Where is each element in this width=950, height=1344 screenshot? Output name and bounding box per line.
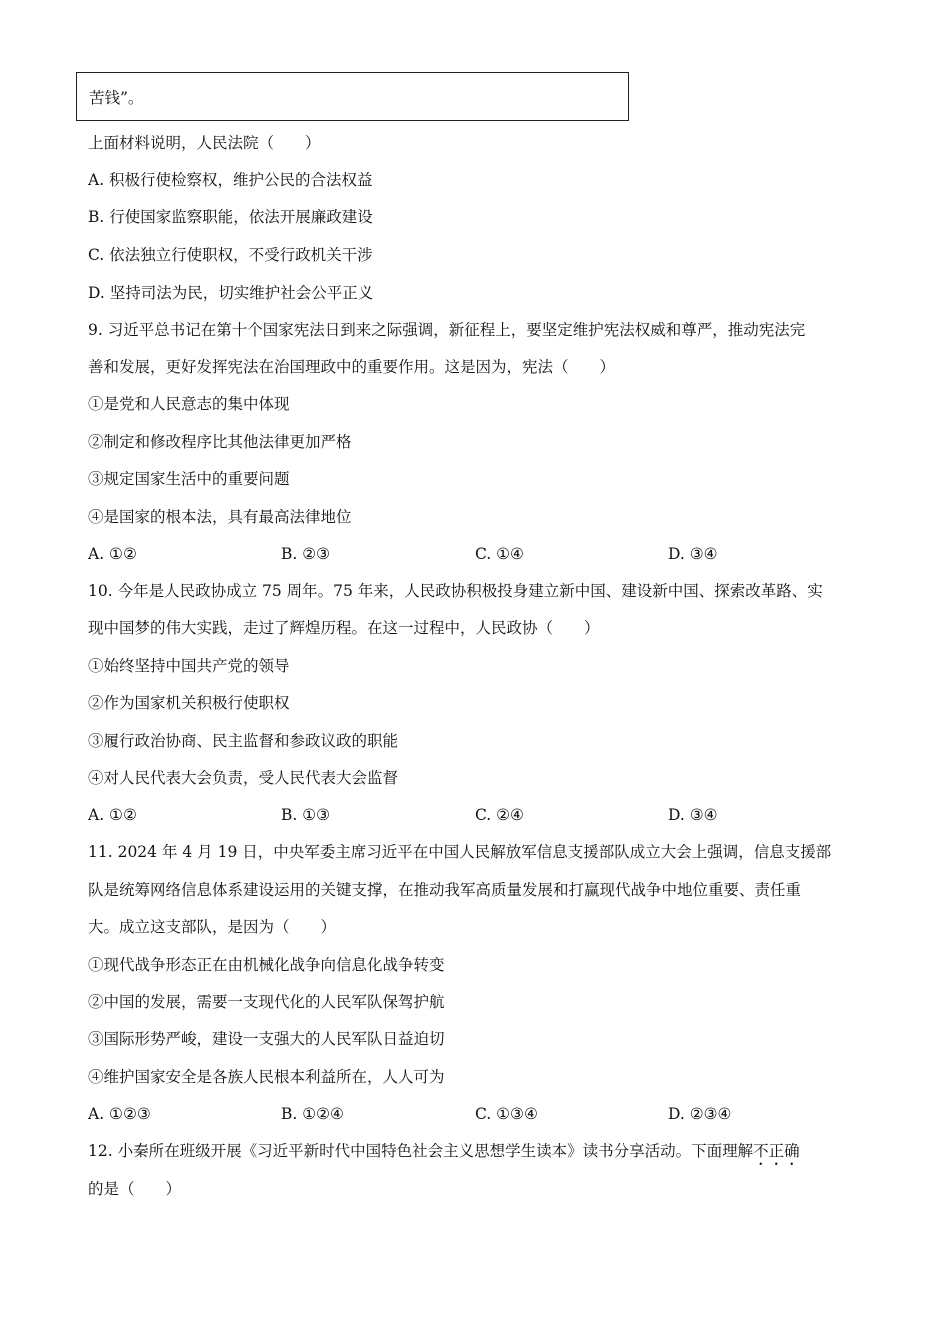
- q9-choice-a: A. ①②: [88, 545, 137, 563]
- q9-item-1: ①是党和人民意志的集中体现: [88, 395, 290, 413]
- q8-option-c: C. 依法独立行使职权，不受行政机关干涉: [88, 246, 373, 264]
- q10-item-1: ①始终坚持中国共产党的领导: [88, 657, 290, 675]
- q12-emphasis-not-correct: 不正确: [753, 1142, 800, 1160]
- q11-item-1: ①现代战争形态正在由机械化战争向信息化战争转变: [88, 956, 445, 974]
- q12-stem-line2: 的是（ ）: [88, 1180, 182, 1198]
- q11-item-4: ④维护国家安全是各族人民根本利益所在，人人可为: [88, 1068, 445, 1086]
- q9-item-4: ④是国家的根本法，具有最高法律地位: [88, 508, 352, 526]
- q10-stem-line1: 10. 今年是人民政协成立 75 周年。75 年来，人民政协积极投身建立新中国、建设新中国、探索改革路、实: [88, 582, 823, 600]
- q9-choice-d: D. ③④: [668, 545, 718, 563]
- q10-choice-c: C. ②④: [475, 806, 524, 824]
- q10-choice-d: D. ③④: [668, 806, 718, 824]
- q12-stem-line1-main: 12. 小秦所在班级开展《习近平新时代中国特色社会主义思想学生读本》读书分享活动。下面理解: [88, 1142, 754, 1160]
- q9-stem-line1: 9. 习近平总书记在第十个国家宪法日到来之际强调，新征程上，要坚定维护宪法权威和尊严，推动宪法完: [88, 321, 806, 339]
- q11-choice-d: D. ②③④: [668, 1105, 732, 1123]
- q9-stem-line2: 善和发展，更好发挥宪法在治国理政中的重要作用。这是因为，宪法（ ）: [88, 358, 616, 376]
- q9-choice-b: B. ②③: [281, 545, 331, 563]
- q11-stem-line3: 大。成立这支部队，是因为（ ）: [88, 918, 337, 936]
- q10-item-4: ④对人民代表大会负责，受人民代表大会监督: [88, 769, 399, 787]
- q11-stem-line2: 队是统筹网络信息体系建设运用的关键支撑，在推动我军高质量发展和打赢现代战争中地位重要、责任重: [88, 881, 802, 899]
- q10-item-2: ②作为国家机关积极行使职权: [88, 694, 290, 712]
- material-box-text: 苦钱”。: [89, 89, 144, 107]
- q11-choice-a: A. ①②③: [88, 1105, 151, 1123]
- q8-stem: 上面材料说明，人民法院（ ）: [88, 134, 321, 152]
- q11-item-3: ③国际形势严峻，建设一支强大的人民军队日益迫切: [88, 1030, 445, 1048]
- material-box: [76, 72, 629, 121]
- q10-choice-a: A. ①②: [88, 806, 137, 824]
- q11-choice-c: C. ①③④: [475, 1105, 538, 1123]
- q8-option-b: B. 行使国家监察职能，依法开展廉政建设: [88, 208, 373, 226]
- q11-choices: [0, 1104, 950, 1124]
- q9-item-3: ③规定国家生活中的重要问题: [88, 470, 290, 488]
- q8-option-d: D. 坚持司法为民，切实维护社会公平正义: [88, 284, 374, 302]
- q10-choice-b: B. ①③: [281, 806, 331, 824]
- q9-item-2: ②制定和修改程序比其他法律更加严格: [88, 433, 352, 451]
- q11-stem-line1: 11. 2024 年 4 月 19 日，中央军委主席习近平在中国人民解放军信息支援部队成立大会上强调，信息支援部: [88, 843, 832, 861]
- q12-stem-line1: [88, 1141, 800, 1169]
- q10-stem-line2: 现中国梦的伟大实践，走过了辉煌历程。在这一过程中，人民政协（ ）: [88, 619, 600, 637]
- q11-item-2: ②中国的发展，需要一支现代化的人民军队保驾护航: [88, 993, 445, 1011]
- q8-option-a: A. 积极行使检察权，维护公民的合法权益: [88, 171, 373, 189]
- q9-choice-c: C. ①④: [475, 545, 524, 563]
- q10-choices: [0, 805, 950, 825]
- q11-choice-b: B. ①②④: [281, 1105, 344, 1123]
- q9-choices: [0, 544, 950, 564]
- q10-item-3: ③履行政治协商、民主监督和参政议政的职能: [88, 732, 399, 750]
